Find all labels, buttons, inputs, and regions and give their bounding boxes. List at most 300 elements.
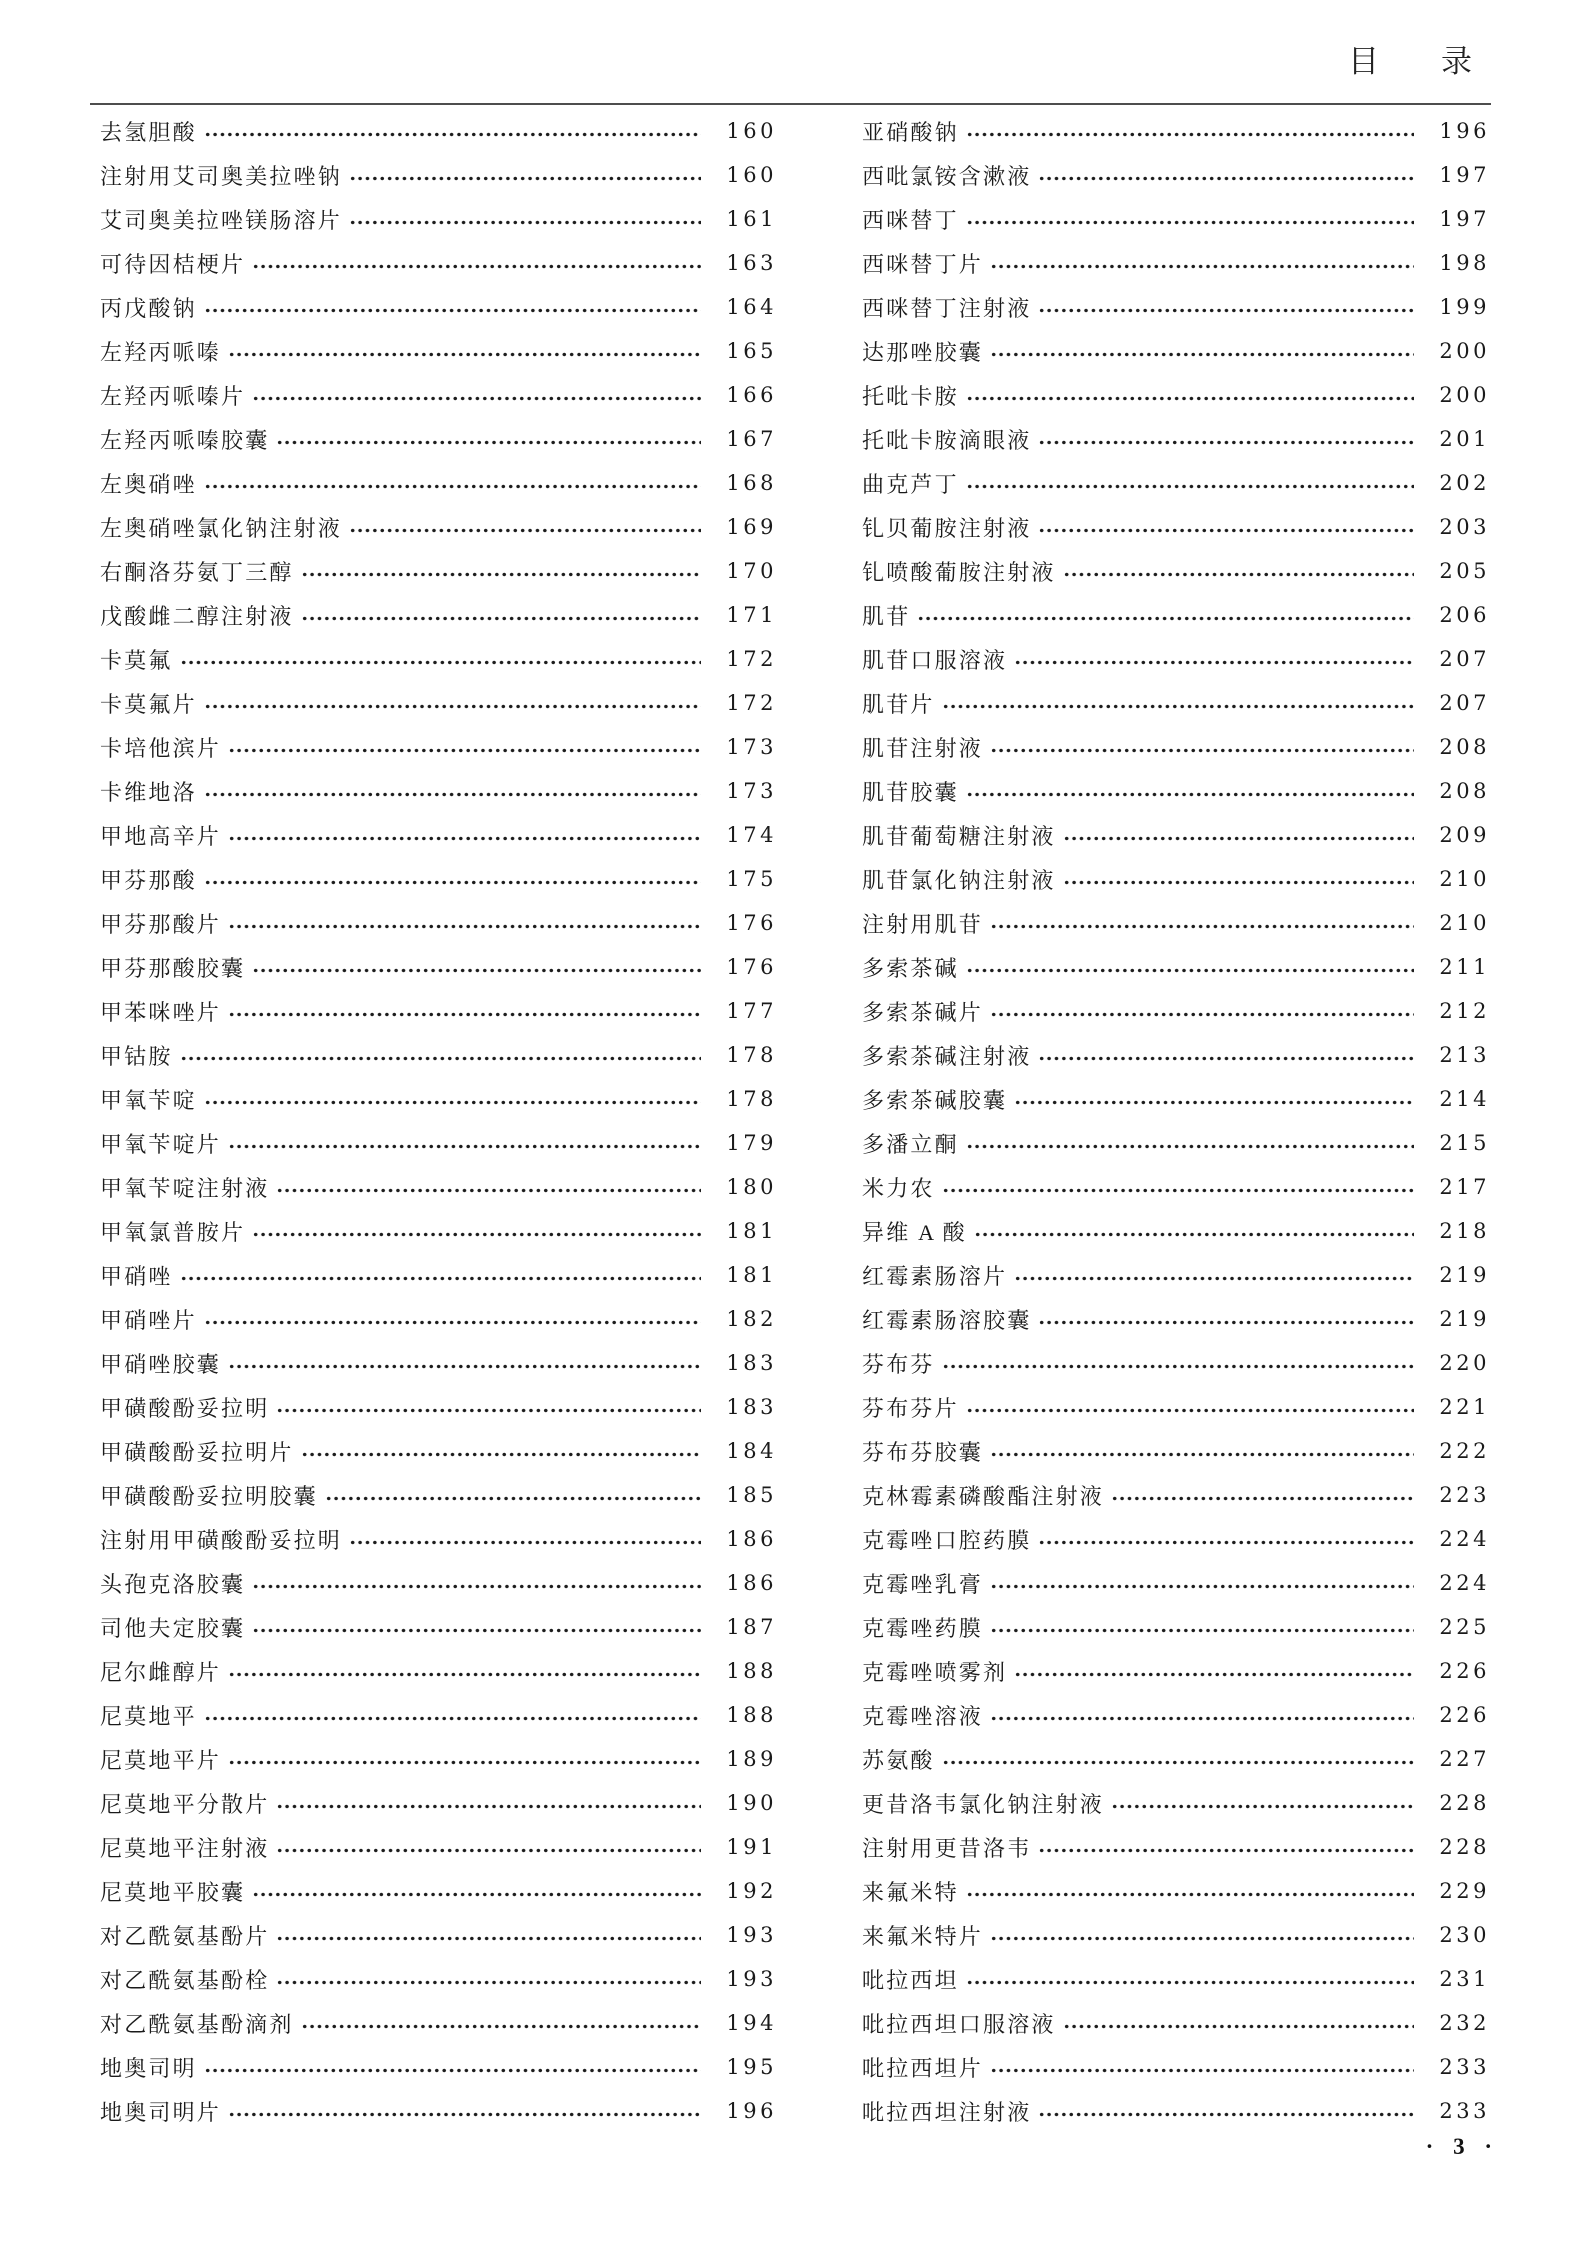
dot-leader [990,1693,1414,1737]
toc-row [862,461,1490,505]
toc-row [100,769,777,813]
drug-name: 甲氧氯普胺片 [100,1219,246,1245]
dot-leader [252,1561,701,1605]
dot-leader [301,1429,701,1473]
toc-row [100,241,777,285]
page-number: 206 [1439,603,1490,627]
page-number: 183 [726,1395,777,1419]
page-number: 170 [726,559,777,583]
drug-name: 左羟丙哌嗪胶囊 [100,427,270,453]
page-number: 192 [726,1879,777,1903]
dot-leader [276,1957,701,2001]
drug-name: 红霉素肠溶胶囊 [862,1307,1032,1333]
toc-row [100,2089,777,2133]
dot-leader [1014,1253,1414,1297]
dot-leader [966,1385,1414,1429]
toc-row [862,2045,1490,2089]
dot-leader [966,769,1414,813]
toc-row [100,1385,777,1429]
toc-row [100,1561,777,1605]
toc-row [100,1341,777,1385]
dot-leader [301,2001,701,2045]
drug-name: 克霉唑溶液 [862,1703,984,1729]
dot-leader [1038,1033,1414,1077]
page-number: 202 [1439,471,1490,495]
dot-leader [1038,1825,1414,1869]
dot-leader [204,1077,701,1121]
dot-leader [204,2045,701,2089]
dot-leader [204,285,701,329]
dot-leader [301,549,701,593]
toc-row [100,637,777,681]
page-number: 200 [1439,339,1490,363]
dot-leader [942,1341,1414,1385]
page-number: 220 [1439,1351,1490,1375]
toc-row [862,1781,1490,1825]
page-number: 165 [726,339,777,363]
dot-leader [1038,417,1414,461]
toc-row [862,1605,1490,1649]
drug-name: 肌苷片 [862,691,935,717]
toc-row [100,2045,777,2089]
page-number: 215 [1439,1131,1490,1155]
drug-name: 尼尔雌醇片 [100,1659,222,1685]
toc-row [862,2089,1490,2133]
dot-leader [349,1517,701,1561]
toc-row [862,725,1490,769]
dot-leader [990,1605,1414,1649]
dot-leader [990,1561,1414,1605]
toc-row [100,1869,777,1913]
toc-row [100,1473,777,1517]
page-number: 197 [1439,207,1490,231]
dot-leader [990,989,1414,1033]
toc-row [862,1473,1490,1517]
toc-row [100,1253,777,1297]
page-number: 163 [726,251,777,275]
drug-name: 尼莫地平 [100,1703,197,1729]
drug-name: 吡拉西坦口服溶液 [862,2011,1056,2037]
drug-name: 西咪替丁注射液 [862,295,1032,321]
page-number: 196 [1439,119,1490,143]
dot-leader [228,1341,701,1385]
drug-name: 西咪替丁片 [862,251,984,277]
toc-row [100,2001,777,2045]
dot-leader [966,197,1414,241]
toc-row [862,1693,1490,1737]
page-number: 211 [1439,955,1490,979]
drug-name: 克霉唑口腔药膜 [862,1527,1032,1553]
toc-row [862,769,1490,813]
page-number: 189 [726,1747,777,1771]
drug-name: 卡维地洛 [100,779,197,805]
dot-leader [1038,505,1414,549]
drug-name: 西咪替丁 [862,207,959,233]
dot-leader [1063,813,1414,857]
toc-row [100,373,777,417]
toc-row [862,329,1490,373]
toc-row [862,945,1490,989]
page-number: 168 [726,471,777,495]
page-number: 186 [726,1571,777,1595]
drug-name: 芬布芬胶囊 [862,1439,984,1465]
page-number: 210 [1439,867,1490,891]
toc-row [862,1253,1490,1297]
page-number: 205 [1439,559,1490,583]
drug-name: 克霉唑喷雾剂 [862,1659,1008,1685]
drug-name: 异维 A 酸 [862,1219,967,1245]
drug-name: 托吡卡胺滴眼液 [862,427,1032,453]
dot-leader [349,505,701,549]
page-number: 160 [726,163,777,187]
dot-leader [349,153,701,197]
drug-name: 注射用艾司奥美拉唑钠 [100,163,343,189]
page-number: 212 [1439,999,1490,1023]
dot-leader [966,1869,1414,1913]
toc-row [100,549,777,593]
dot-leader [204,461,701,505]
dot-leader [990,1429,1414,1473]
page-number: 203 [1439,515,1490,539]
page-number: 227 [1439,1747,1490,1771]
dot-leader [974,1209,1414,1253]
toc-row [100,1605,777,1649]
toc-row [862,2001,1490,2045]
dot-leader [966,1957,1414,2001]
toc-row [862,197,1490,241]
toc-row [100,1781,777,1825]
drug-name: 右酮洛芬氨丁三醇 [100,559,294,585]
page-number: 172 [726,647,777,671]
toc-row [100,1913,777,1957]
drug-name: 左羟丙哌嗪 [100,339,222,365]
toc-row [862,153,1490,197]
drug-name: 甲芬那酸片 [100,911,222,937]
page-number: 219 [1439,1307,1490,1331]
page-number: 223 [1439,1483,1490,1507]
drug-name: 多潘立酮 [862,1131,959,1157]
toc-row [862,417,1490,461]
drug-name: 更昔洛韦氯化钠注射液 [862,1791,1105,1817]
toc-row [100,1517,777,1561]
toc-row [100,197,777,241]
drug-name: 亚硝酸钠 [862,119,959,145]
page-number: 191 [726,1835,777,1859]
page-number: 188 [726,1659,777,1683]
dot-leader [966,109,1414,153]
drug-name: 红霉素肠溶片 [862,1263,1008,1289]
toc-row [100,461,777,505]
page-number: 160 [726,119,777,143]
page-number: 176 [726,955,777,979]
drug-name: 克霉唑药膜 [862,1615,984,1641]
drug-name: 甲芬那酸胶囊 [100,955,246,981]
drug-name: 左奥硝唑氯化钠注射液 [100,515,343,541]
page-number: 187 [726,1615,777,1639]
drug-name: 尼莫地平胶囊 [100,1879,246,1905]
drug-name: 去氢胆酸 [100,119,197,145]
drug-name: 甲硝唑片 [100,1307,197,1333]
page-number: 181 [726,1219,777,1243]
toc-row [100,1033,777,1077]
toc-row [100,417,777,461]
page-number: 196 [726,2099,777,2123]
dot-leader [966,945,1414,989]
drug-name: 甲氧苄啶注射液 [100,1175,270,1201]
page-number: 207 [1439,691,1490,715]
dot-leader [1038,153,1414,197]
dot-leader [228,329,701,373]
page-number: 185 [726,1483,777,1507]
toc-row [862,1209,1490,1253]
page-number: 174 [726,823,777,847]
toc-row [100,1165,777,1209]
toc-row [100,1693,777,1737]
page-number: 161 [726,207,777,231]
toc-row [100,1121,777,1165]
dot-leader [228,725,701,769]
drug-name: 来氟米特片 [862,1923,984,1949]
toc-row [862,1825,1490,1869]
dot-leader [276,1781,701,1825]
page-number: 197 [1439,163,1490,187]
toc-row [862,241,1490,285]
dot-leader [1063,857,1414,901]
toc-row [862,1649,1490,1693]
toc-row [862,1737,1490,1781]
dot-leader [1063,549,1414,593]
dot-leader [276,1165,701,1209]
toc-row [100,153,777,197]
dot-leader [204,109,701,153]
drug-name: 吡拉西坦注射液 [862,2099,1032,2125]
page-number: 181 [726,1263,777,1287]
toc-row [100,1737,777,1781]
toc-row [862,285,1490,329]
dot-leader [942,1737,1414,1781]
page-number: 175 [726,867,777,891]
drug-name: 可待因桔梗片 [100,251,246,277]
toc-row [862,901,1490,945]
toc-row [100,681,777,725]
page-number: 193 [726,1923,777,1947]
toc-row [862,109,1490,153]
page-number: 226 [1439,1703,1490,1727]
page-number: 207 [1439,647,1490,671]
page-number: 186 [726,1527,777,1551]
toc-row [862,1165,1490,1209]
page-number: 209 [1439,823,1490,847]
page-number: 171 [726,603,777,627]
page-number: 169 [726,515,777,539]
page-number: 178 [726,1043,777,1067]
page-number: 208 [1439,779,1490,803]
toc-row [100,505,777,549]
drug-name: 左奥硝唑 [100,471,197,497]
drug-name: 曲克芦丁 [862,471,959,497]
toc-row [100,1209,777,1253]
dot-leader [942,681,1414,725]
dot-leader [252,1209,701,1253]
page-number: 228 [1439,1835,1490,1859]
drug-name: 克林霉素磷酸酯注射液 [862,1483,1105,1509]
drug-name: 尼莫地平注射液 [100,1835,270,1861]
page-number: 179 [726,1131,777,1155]
page-number: 224 [1439,1527,1490,1551]
dot-leader [917,593,1414,637]
toc-row [862,681,1490,725]
page-number: 222 [1439,1439,1490,1463]
drug-name: 注射用肌苷 [862,911,984,937]
dot-leader [990,241,1414,285]
dot-leader [966,461,1414,505]
toc-row [100,109,777,153]
page-number: 217 [1439,1175,1490,1199]
dot-leader [990,2045,1414,2089]
drug-name: 多索茶碱片 [862,999,984,1025]
page-number: 230 [1439,1923,1490,1947]
drug-name: 吡拉西坦 [862,1967,959,1993]
drug-name: 多索茶碱注射液 [862,1043,1032,1069]
toc-row [100,725,777,769]
drug-name: 注射用甲磺酸酚妥拉明 [100,1527,343,1553]
drug-name: 苏氨酸 [862,1747,935,1773]
drug-name: 米力农 [862,1175,935,1201]
drug-name: 克霉唑乳膏 [862,1571,984,1597]
dot-leader [204,769,701,813]
toc-row [862,1429,1490,1473]
dot-leader [228,1737,701,1781]
drug-name: 西吡氯铵含漱液 [862,163,1032,189]
dot-leader [942,1165,1414,1209]
dot-leader [204,681,701,725]
drug-name: 头孢克洛胶囊 [100,1571,246,1597]
toc-row [862,373,1490,417]
page-number: 228 [1439,1791,1490,1815]
drug-name: 尼莫地平片 [100,1747,222,1773]
drug-name: 对乙酰氨基酚栓 [100,1967,270,1993]
page-number: 188 [726,1703,777,1727]
dot-leader [252,1605,701,1649]
drug-name: 甲苯咪唑片 [100,999,222,1025]
page-number: 229 [1439,1879,1490,1903]
dot-leader [276,1385,701,1429]
page-number: 176 [726,911,777,935]
drug-name: 钆贝葡胺注射液 [862,515,1032,541]
drug-name: 甲磺酸酚妥拉明片 [100,1439,294,1465]
toc-row [862,1913,1490,1957]
dot-leader [204,1693,701,1737]
drug-name: 卡莫氟 [100,647,173,673]
dot-leader [228,1649,701,1693]
page-footer [1426,2134,1499,2160]
page-number: 231 [1439,1967,1490,1991]
drug-name: 托吡卡胺 [862,383,959,409]
footer-page-number: · 3 · [1425,2134,1499,2159]
drug-name: 卡培他滨片 [100,735,222,761]
drug-name: 达那唑胶囊 [862,339,984,365]
toc-row [862,1517,1490,1561]
page-number: 199 [1439,295,1490,319]
drug-name: 丙戊酸钠 [100,295,197,321]
drug-name: 肌苷口服溶液 [862,647,1008,673]
dot-leader [1111,1781,1414,1825]
dot-leader [276,1825,701,1869]
drug-name: 甲芬那酸 [100,867,197,893]
drug-name: 戊酸雌二醇注射液 [100,603,294,629]
drug-name: 卡莫氟片 [100,691,197,717]
drug-name: 地奥司明 [100,2055,197,2081]
drug-name: 肌苷胶囊 [862,779,959,805]
dot-leader [1038,285,1414,329]
drug-name: 肌苷氯化钠注射液 [862,867,1056,893]
drug-name: 吡拉西坦片 [862,2055,984,2081]
page-number: 208 [1439,735,1490,759]
toc-row [862,1957,1490,2001]
drug-name: 甲硝唑 [100,1263,173,1289]
toc-row [862,1561,1490,1605]
page-number: 184 [726,1439,777,1463]
page-number: 233 [1439,2055,1490,2079]
dot-leader [990,329,1414,373]
dot-leader [204,857,701,901]
dot-leader [228,989,701,1033]
dot-leader [1111,1473,1414,1517]
dot-leader [252,945,701,989]
toc-row [100,1077,777,1121]
dot-leader [1063,2001,1414,2045]
dot-leader [1014,637,1414,681]
dot-leader [990,1913,1414,1957]
dot-leader [228,1121,701,1165]
dot-leader [349,197,701,241]
drug-name: 司他夫定胶囊 [100,1615,246,1641]
drug-name: 甲磺酸酚妥拉明 [100,1395,270,1421]
toc-row [862,505,1490,549]
page-number: 177 [726,999,777,1023]
toc-row [100,989,777,1033]
drug-name: 甲氧苄啶 [100,1087,197,1113]
drug-name: 多索茶碱胶囊 [862,1087,1008,1113]
toc-row [100,857,777,901]
page-number: 190 [726,1791,777,1815]
dot-leader [180,1253,701,1297]
toc-row [100,1429,777,1473]
dot-leader [276,417,701,461]
toc-row [100,901,777,945]
drug-name: 肌苷 [862,603,911,629]
toc-row [862,1385,1490,1429]
drug-name: 芬布芬 [862,1351,935,1377]
page-number: 198 [1439,251,1490,275]
page-number: 232 [1439,2011,1490,2035]
page-number: 225 [1439,1615,1490,1639]
page-number: 213 [1439,1043,1490,1067]
drug-name: 钆喷酸葡胺注射液 [862,559,1056,585]
page-number: 218 [1439,1219,1490,1243]
page-number: 172 [726,691,777,715]
toc-row [862,989,1490,1033]
drug-name: 对乙酰氨基酚滴剂 [100,2011,294,2037]
page-number: 226 [1439,1659,1490,1683]
dot-leader [990,901,1414,945]
toc-row [100,593,777,637]
toc-row [862,637,1490,681]
drug-name: 芬布芬片 [862,1395,959,1421]
toc-row [862,1869,1490,1913]
page-number: 193 [726,1967,777,1991]
dot-leader [990,725,1414,769]
